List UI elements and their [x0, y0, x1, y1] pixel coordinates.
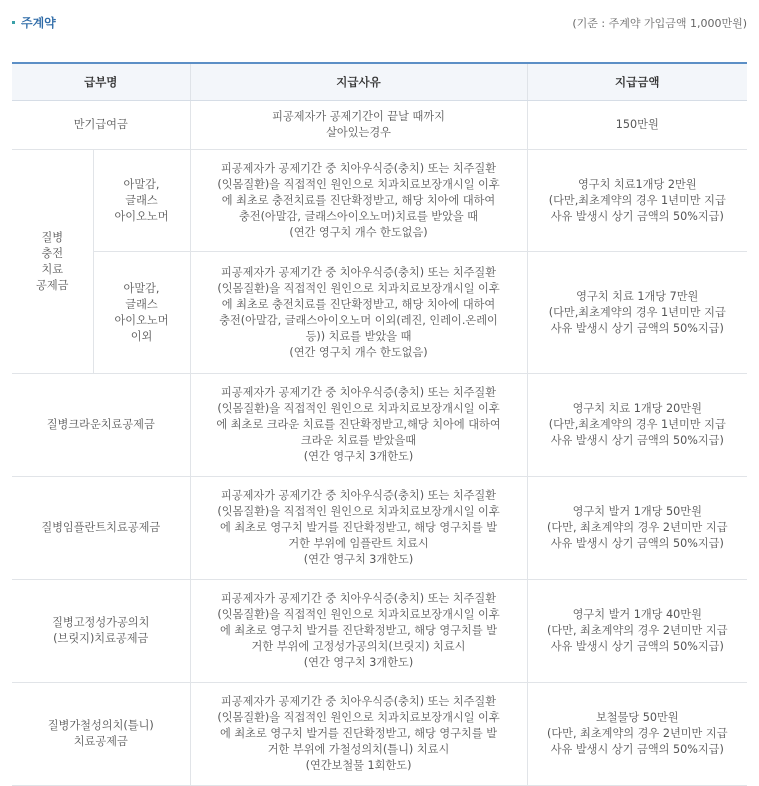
table-row — [12, 683, 747, 786]
payment-reason: 피공제자가 공제기간 중 치아우식증(충치) 또는 치주질환 (잇몸질환)을 직접적인 원인으로 치과치료보장개시일 이후 에 최초로 영구치 발거를 진단확정받고, 해당 영구치를 발 거한 부위에 고정성가공의치(브릿지) 치료시 (연간 영구치 3개한도) — [190, 580, 527, 683]
payment-reason: 피공제자가 공제기간 중 치아우식증(충치) 또는 치주질환 (잇몸질환)을 직접적인 원인으로 치과치료보장개시일 이후 에 최초로 충전치료를 진단확정받고, 해당 치아에 대하여 충전(아말감, 글래스아이오노머 이외(레진, 인레이.온레이 등)) 치료를 받았을 때 (연간 영구치 개수 한도없음) — [190, 252, 527, 374]
benefit-name: 질병고정성가공의치 (브릿지)치료공제금 — [12, 580, 190, 683]
benefit-name: 질병가철성의치(틀니) 치료공제금 — [12, 683, 190, 786]
table-row — [12, 101, 747, 150]
table-row — [12, 580, 747, 683]
column-header-benefit: 급부명 — [12, 63, 190, 101]
benefit-name: 만기급여금 — [12, 101, 190, 150]
benefit-table — [12, 62, 747, 786]
payment-amount: 영구치 치료 1개당 7만원 (다만,최초계약의 경우 1년미만 지급 사유 발생시 상기 금액의 50%지급) — [527, 252, 747, 374]
table-row — [12, 477, 747, 580]
payment-reason: 피공제자가 공제기간 중 치아우식증(충치) 또는 치주질환 (잇몸질환)을 직접적인 원인으로 치과치료보장개시일 이후 에 최초로 충전치료를 진단확정받고, 해당 치아에 대하여 충전(아말감, 글래스아이오노머)치료를 받았을 때 (연간 영구치 개수 한도없음) — [190, 150, 527, 252]
payment-reason: 피공제자가 공제기간 중 치아우식증(충치) 또는 치주질환 (잇몸질환)을 직접적인 원인으로 치과치료보장개시일 이후 에 최초로 크라운 치료를 진단확정받고,해당 치아에 대하여 크라운 치료를 받았을때 (연간 영구치 3개한도) — [190, 374, 527, 477]
payment-reason: 피공제자가 공제기간이 끝날 때까지 살아있는경우 — [190, 101, 527, 150]
payment-amount: 영구치 발거 1개당 50만원 (다만, 최초계약의 경우 2년미만 지급 사유 발생시 상기 금액의 50%지급) — [527, 477, 747, 580]
section-header — [0, 0, 759, 40]
payment-reason: 피공제자가 공제기간 중 치아우식증(충치) 또는 치주질환 (잇몸질환)을 직접적인 원인으로 치과치료보장개시일 이후 에 최초로 영구치 발거를 진단확정받고, 해당 영구치를 발 거한 부위에 가철성의치(틀니) 치료시 (연간보철물 1회한도) — [190, 683, 527, 786]
table-row — [12, 150, 747, 252]
table-row — [12, 374, 747, 477]
benefit-subname: 아말감, 글래스 아이오노머 이외 — [93, 252, 190, 374]
section-title: 주계약 — [21, 16, 56, 30]
benefit-group-name: 질병 충전 치료 공제금 — [12, 150, 93, 374]
payment-amount: 영구치 치료 1개당 20만원 (다만,최초계약의 경우 1년미만 지급 사유 발생시 상기 금액의 50%지급) — [527, 374, 747, 477]
table-header-row — [12, 63, 747, 101]
column-header-amount: 지급금액 — [527, 63, 747, 101]
payment-reason: 피공제자가 공제기간 중 치아우식증(충치) 또는 치주질환 (잇몸질환)을 직접적인 원인으로 치과치료보장개시일 이후 에 최초로 영구치 발거를 진단확정받고, 해당 영구치를 발 거한 부위에 임플란트 치료시 (연간 영구치 3개한도) — [190, 477, 527, 580]
section-title-wrap — [12, 14, 56, 31]
basis-note: (기준 : 주계약 가입금액 1,000만원) — [572, 17, 747, 30]
bullet-icon — [12, 21, 15, 24]
benefit-name: 질병임플란트치료공제금 — [12, 477, 190, 580]
benefit-subname: 아말감, 글래스 아이오노머 — [93, 150, 190, 252]
payment-amount: 영구치 발거 1개당 40만원 (다만, 최초계약의 경우 2년미만 지급 사유 발생시 상기 금액의 50%지급) — [527, 580, 747, 683]
payment-amount: 150만원 — [527, 101, 747, 150]
payment-amount: 영구치 치료1개당 2만원 (다만,최초계약의 경우 1년미만 지급 사유 발생시 상기 금액의 50%지급) — [527, 150, 747, 252]
benefit-name: 질병크라운치료공제금 — [12, 374, 190, 477]
payment-amount: 보철물당 50만원 (다만, 최초계약의 경우 2년미만 지급 사유 발생시 상기 금액의 50%지급) — [527, 683, 747, 786]
column-header-reason: 지급사유 — [190, 63, 527, 101]
table-row — [12, 252, 747, 374]
